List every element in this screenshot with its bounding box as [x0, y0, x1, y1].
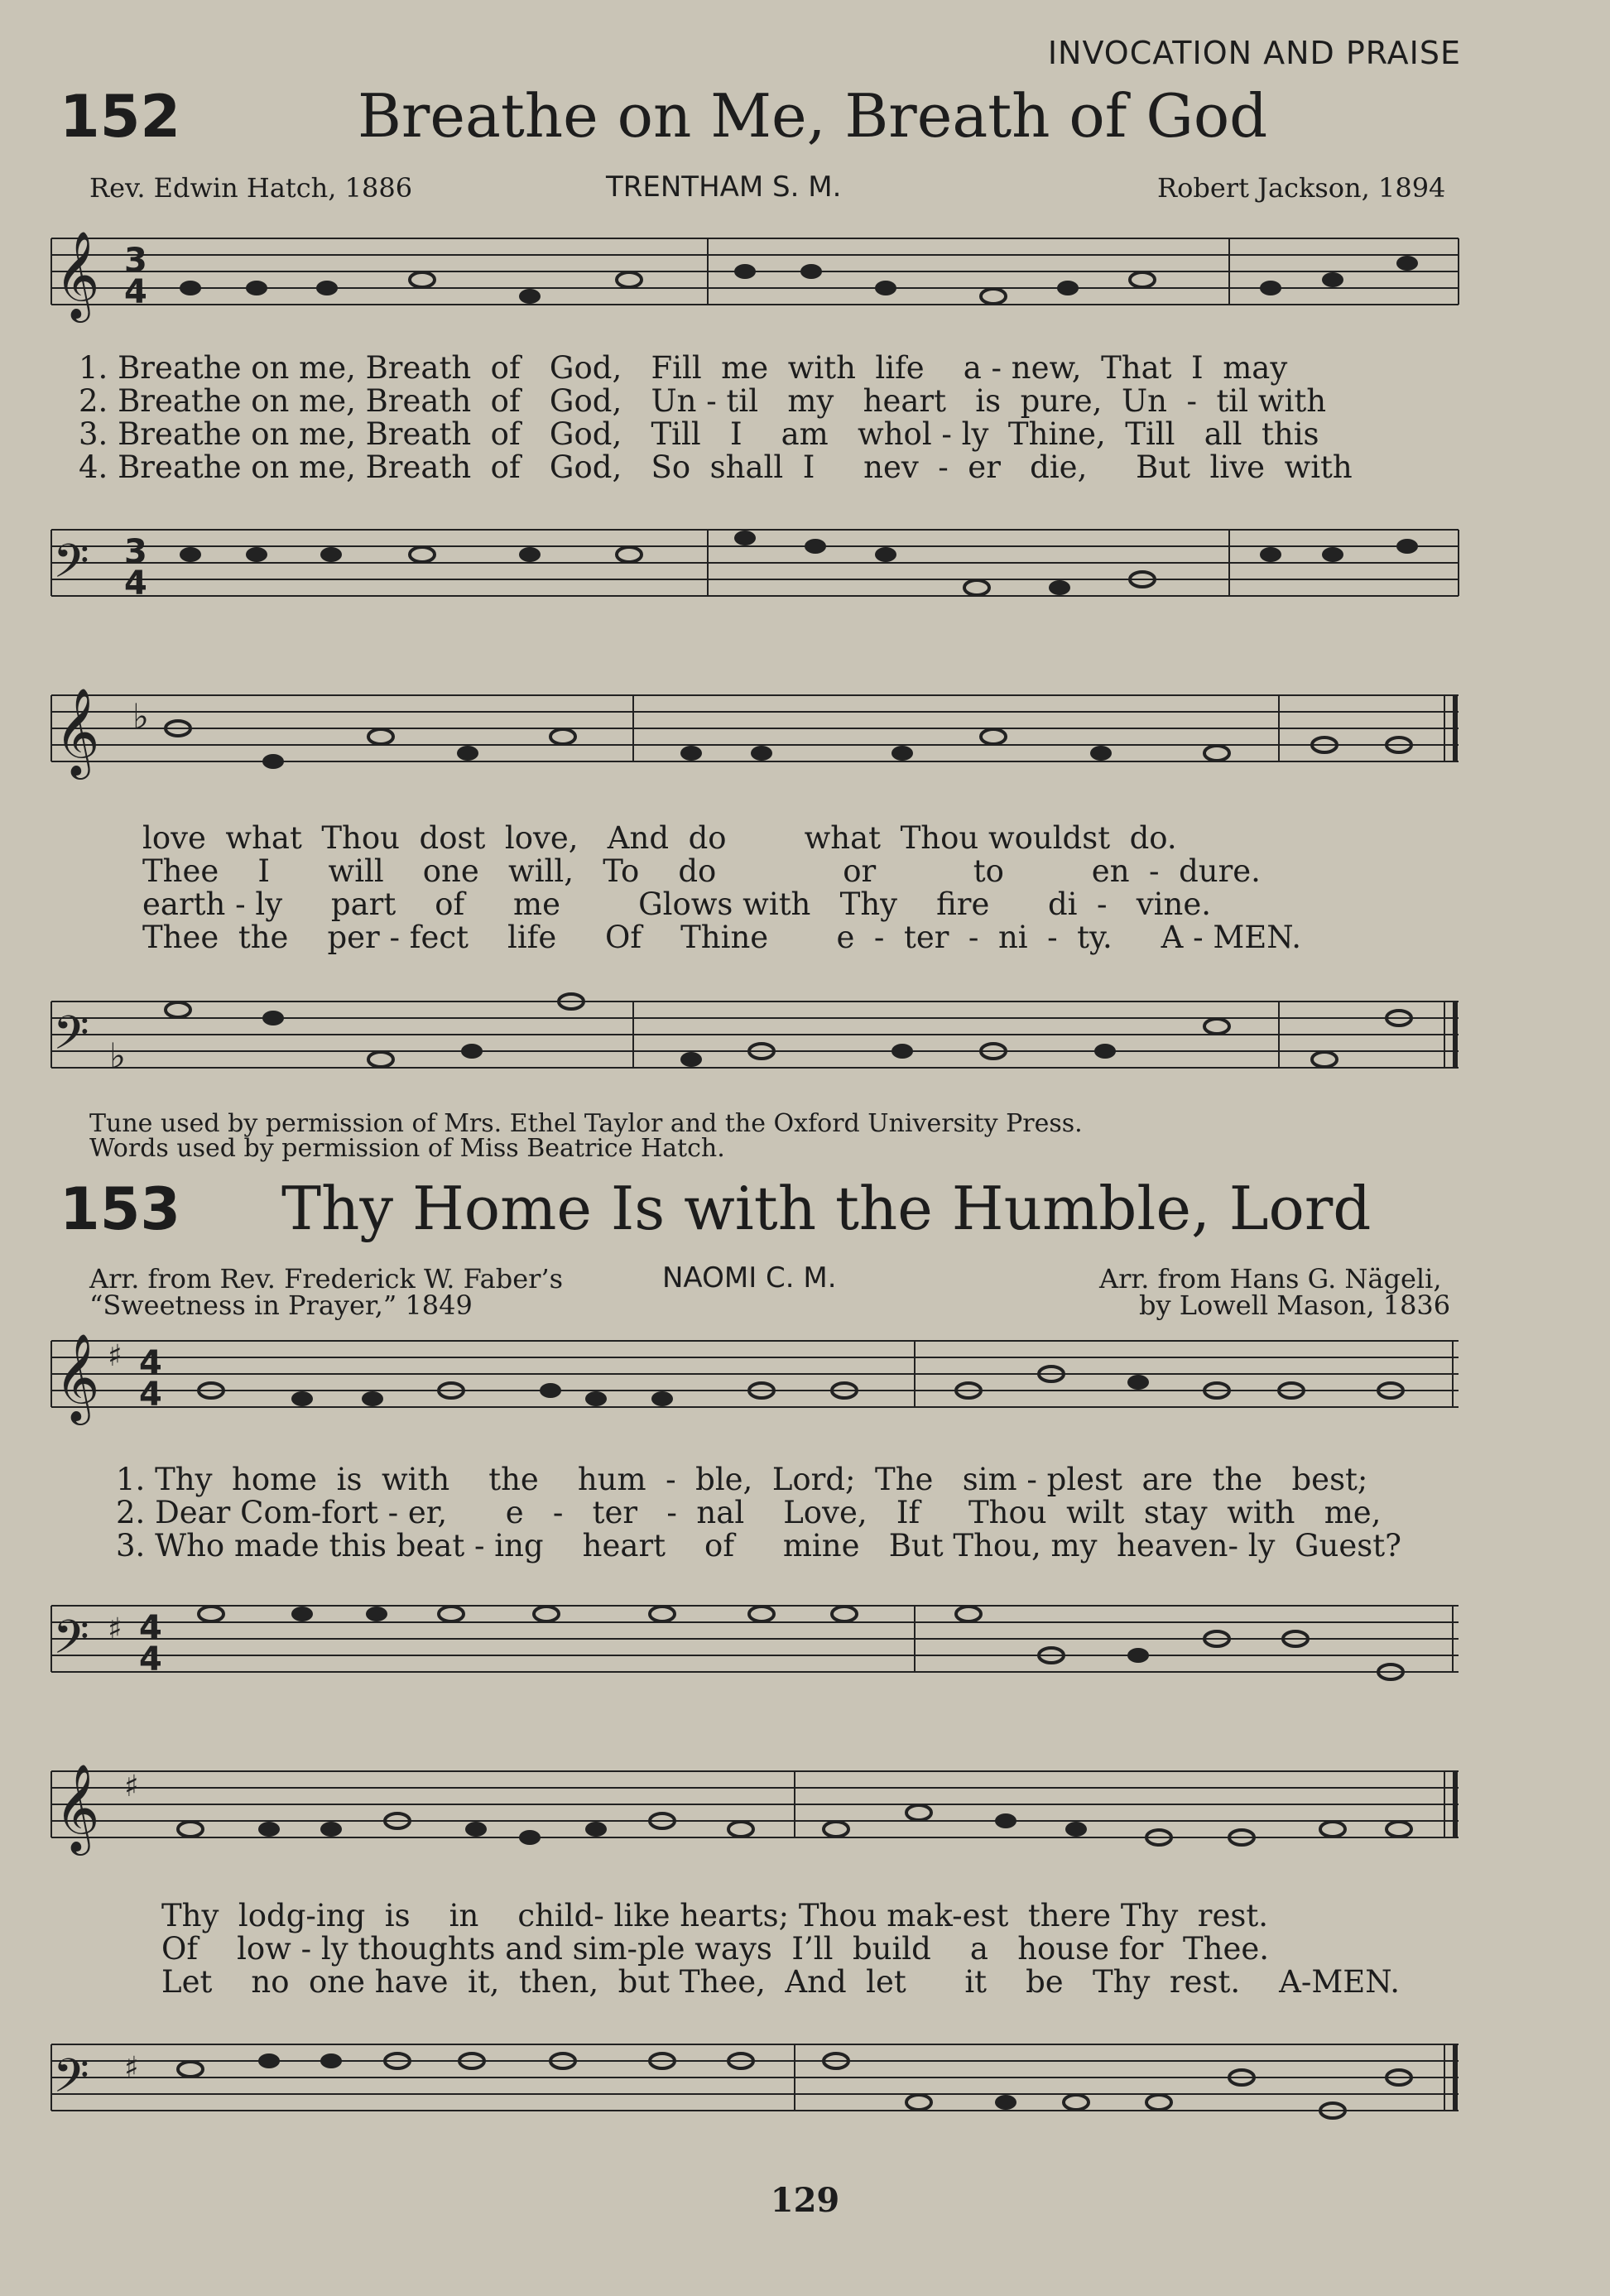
music-staff-treble — [0, 1324, 1610, 1448]
composer-credit: Arr. from Hans G. Nägeli, — [1099, 1263, 1442, 1295]
lyric-line: 2. Dear Com-fort - er, e - ter - nal Love, If Thou wilt stay with me, — [116, 1495, 1382, 1530]
svg-text:𝄢: 𝄢 — [53, 2049, 89, 2115]
tune-name: TRENTHAM S. M. — [606, 171, 842, 204]
svg-text:4: 4 — [124, 564, 147, 603]
svg-text:𝄞: 𝄞 — [55, 230, 100, 319]
svg-text:3: 3 — [124, 533, 147, 571]
music-staff-bass — [0, 968, 1610, 1093]
tune-name: NAOMI C. M. — [662, 1261, 837, 1295]
svg-text:♭: ♭ — [109, 1035, 126, 1076]
music-staff-bass — [0, 2011, 1610, 2135]
music-staff-treble — [0, 1755, 1610, 1879]
hymn-title: Thy Home Is with the Humble, Lord — [281, 1174, 1372, 1243]
composer-credit: Robert Jackson, 1894 — [1157, 172, 1446, 204]
svg-text:4: 4 — [139, 1344, 162, 1382]
music-staff-bass — [0, 1573, 1610, 1697]
author-credit: “Sweetness in Prayer,” 1849 — [89, 1290, 473, 1321]
composer-credit: by Lowell Mason, 1836 — [1139, 1290, 1451, 1321]
svg-text:𝄢: 𝄢 — [53, 1006, 89, 1072]
section-header: INVOCATION AND PRAISE — [1047, 35, 1461, 71]
svg-text:𝄞: 𝄞 — [55, 687, 100, 776]
svg-text:𝄢: 𝄢 — [53, 1611, 89, 1676]
lyric-line: 3. Breathe on me, Breath of God, Till I am whol - ly Thine, Till all this — [79, 416, 1319, 452]
svg-text:4: 4 — [139, 1640, 162, 1679]
lyric-line: 3. Who made this beat - ing heart of mine But Thou, my heaven- ly Guest? — [116, 1528, 1401, 1563]
lyric-line: 4. Breathe on me, Breath of God, So shall I nev - er die, But live with — [79, 449, 1353, 485]
author-credit: Rev. Edwin Hatch, 1886 — [89, 172, 413, 204]
lyric-line: Thee I will one will, To do or to en - dure. — [142, 853, 1261, 889]
svg-text:𝄢: 𝄢 — [53, 535, 89, 600]
lyric-line: 2. Breathe on me, Breath of God, Un - til my heart is pure, Un - til with — [79, 383, 1327, 419]
lyric-line: 1. Thy home is with the hum - ble, Lord; The sim - plest are the best; — [116, 1462, 1368, 1497]
svg-text:4: 4 — [139, 1609, 162, 1647]
lyric-line: Thy lodg-ing is in child- like hearts; Thou mak-est there Thy rest. — [161, 1898, 1268, 1933]
music-staff-treble — [0, 679, 1610, 803]
footnote: Tune used by permission of Mrs. Ethel Taylor and the Oxford University Press. — [89, 1109, 1083, 1138]
svg-text:♭: ♭ — [132, 696, 149, 737]
lyric-line: Of low - ly thoughts and sim-ple ways I’ll build a house for Thee. — [161, 1931, 1270, 1967]
svg-text:4: 4 — [139, 1376, 162, 1414]
lyric-line: Let no one have it, then, but Thee, And let it be Thy rest. A-MEN. — [161, 1964, 1401, 2000]
music-staff-treble — [0, 222, 1610, 346]
lyric-line: love what Thou dost love, And do what Thou wouldst do. — [142, 820, 1177, 856]
svg-text:𝄞: 𝄞 — [55, 1763, 100, 1852]
svg-text:4: 4 — [124, 273, 147, 311]
lyric-line: Thee the per - fect life Of Thine e - ter - ni - ty. A - MEN. — [142, 920, 1302, 955]
svg-text:♯: ♯ — [124, 2051, 139, 2085]
music-staff-bass — [0, 497, 1610, 621]
page-number: 129 — [770, 2181, 840, 2220]
author-credit: Arr. from Rev. Frederick W. Faber’s — [89, 1263, 564, 1295]
svg-text:♯: ♯ — [108, 1612, 123, 1646]
hymn-title: Breathe on Me, Breath of God — [358, 81, 1268, 151]
hymn-number: 152 — [60, 83, 181, 151]
lyric-line: 1. Breathe on me, Breath of God, Fill me with life a - new, That I may — [79, 350, 1288, 386]
svg-text:♯: ♯ — [108, 1339, 123, 1373]
footnote: Words used by permission of Miss Beatrice Hatch. — [89, 1134, 725, 1163]
svg-text:𝄞: 𝄞 — [55, 1333, 100, 1421]
svg-text:♯: ♯ — [124, 1770, 139, 1804]
lyric-line: earth - ly part of me Glows with Thy fire di - vine. — [142, 886, 1212, 922]
hymn-number: 153 — [60, 1175, 181, 1243]
svg-text:3: 3 — [124, 242, 147, 280]
